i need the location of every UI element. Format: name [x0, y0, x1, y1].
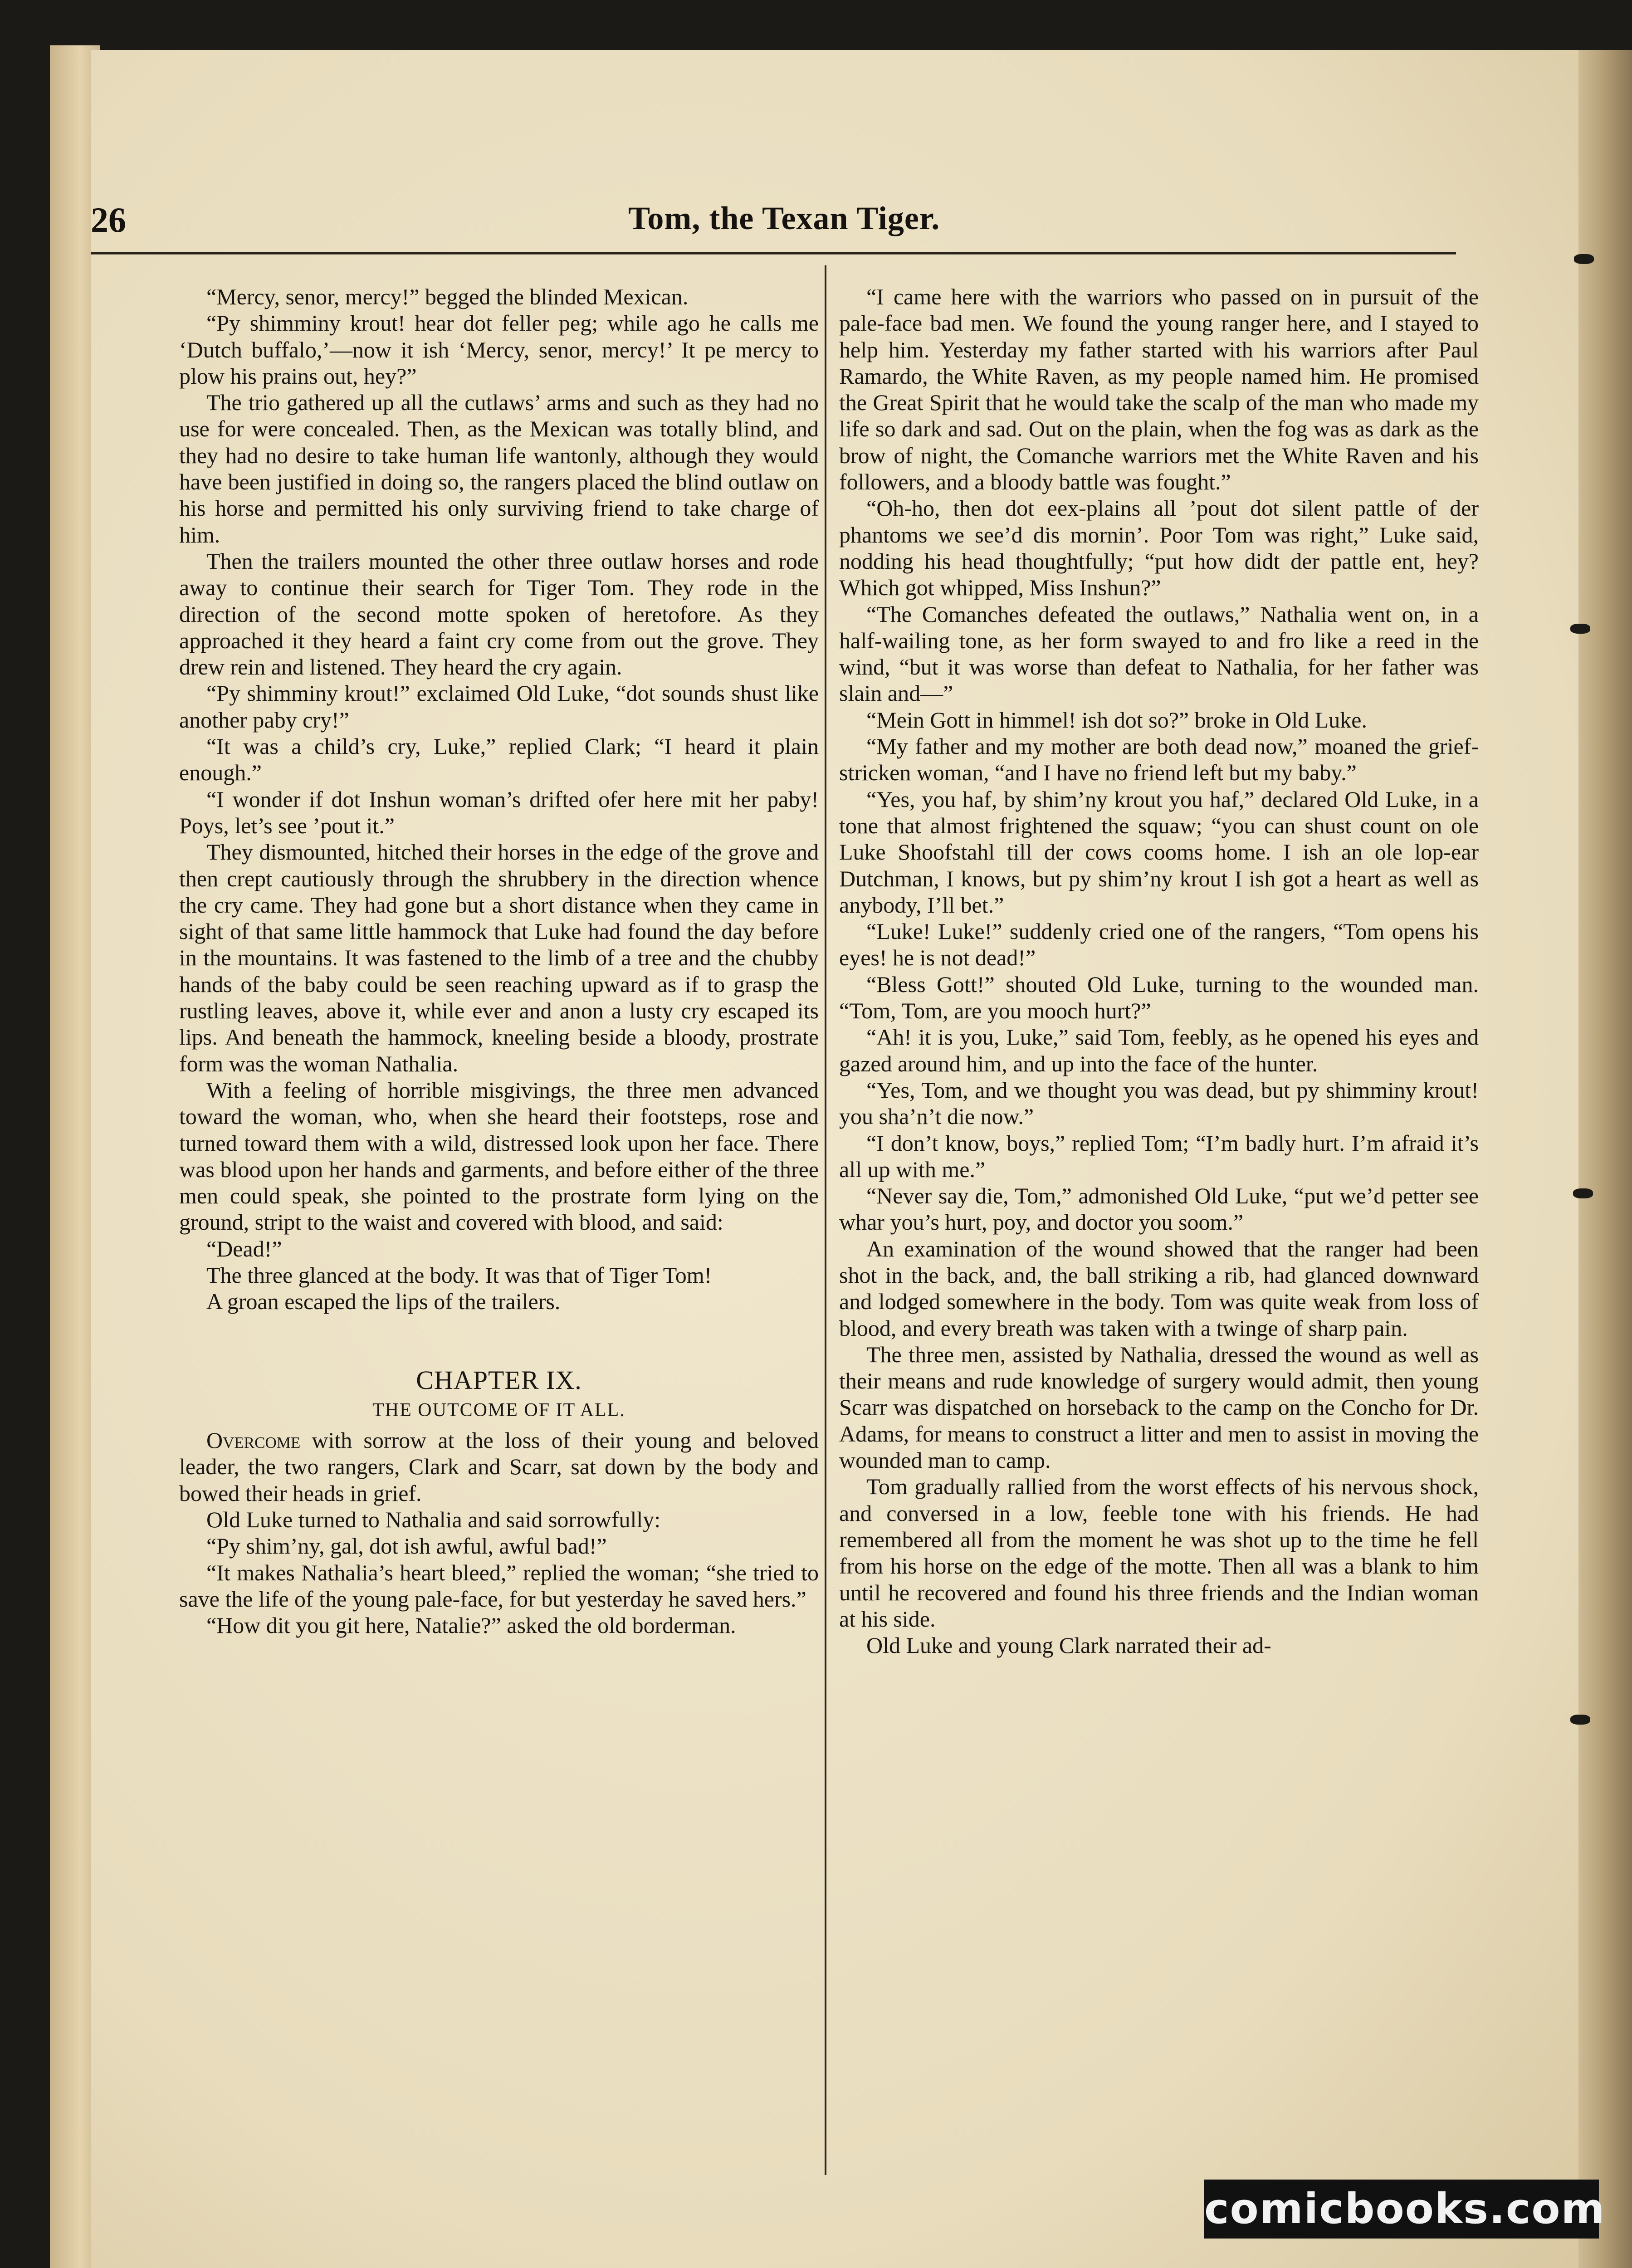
paragraph: The three men, assisted by Nathalia, dressed the wound as well as their means and rude knowledge of surgery would admit, then young Scarr was dispatched on horseback to the camp on the Concho for Dr. Adams, for means to construct a litter and men to assist in moving the wounded man to camp. [839, 1341, 1479, 1473]
paragraph: “My father and my mother are both dead now,” moaned the grief-stricken woman, “and I have no friend left but my baby.” [839, 733, 1479, 786]
opening-word: Overcome [206, 1427, 301, 1453]
chapter-opening-paragraph [179, 1427, 819, 1506]
left-column [179, 284, 819, 1639]
watermark: comicbooks.com [1204, 2180, 1599, 2239]
staple-hole [1573, 1188, 1593, 1198]
paragraph: “Py shim’ny, gal, dot ish awful, awful bad!” [206, 1533, 607, 1559]
paragraph: “It was a child’s cry, Luke,” replied Clark; “I heard it plain enough.” [179, 733, 819, 786]
paragraph: “Never say die, Tom,” admonished Old Luke, “put we’d petter see whar you’s hurt, poy, and doctor you soom.” [839, 1183, 1479, 1235]
paragraph: “Luke! Luke!” suddenly cried one of the rangers, “Tom opens his eyes! he is not dead!” [839, 919, 1479, 971]
page-number: 26 [91, 200, 126, 240]
staple-hole [1574, 254, 1594, 264]
staple-hole [1570, 624, 1590, 634]
paragraph: “Yes, Tom, and we thought you was dead, but py shimminy krout! you sha’n’t die now.” [839, 1077, 1479, 1129]
paragraph: “Py shimminy krout!” exclaimed Old Luke, “dot sounds shust like another paby cry!” [179, 680, 819, 733]
paragraph: “It makes Nathalia’s heart bleed,” replied the woman; “she tried to save the life of the young pale-face, for but yesterday he saved hers.” [179, 1559, 819, 1612]
paragraph: Old Luke turned to Nathalia and said sorrowfully: [206, 1507, 661, 1533]
paragraph: “Ah! it is you, Luke,” said Tom, feebly, as he opened his eyes and gazed around him, and up into the face of the hunter. [839, 1024, 1479, 1076]
paragraph: Old Luke and young Clark narrated their ad- [866, 1633, 1271, 1658]
paragraph: “Mercy, senor, mercy!” begged the blinded Mexican. [206, 284, 689, 309]
paragraph: “I came here with the warriors who passed on in pursuit of the pale-face bad men. We found the young ranger here, and I stayed to help him. Yesterday my father started with his warriors after Paul Ramardo, the White Raven, as my people named him. He promised the Great Spirit that he would take the scalp of the man who made my life so dark and sad. Out on the plain, when the fog was as dark as the brow of night, the Comanche warriors met the White Raven and his followers, and a bloody battle was fought.” [839, 284, 1479, 495]
page-title: Tom, the Texan Tiger. [628, 200, 940, 236]
chapter-heading: CHAPTER IX. [416, 1365, 582, 1395]
paragraph: Then the trailers mounted the other three outlaw horses and rode away to continue their search for Tiger Tom. They rode in the direction of the second motte spoken of heretofore. As they approached it they heard a faint cry come from out the grove. They drew rein and listened. They heard the cry again. [179, 548, 819, 680]
paragraph: “Bless Gott!” shouted Old Luke, turning to the wounded man. “Tom, Tom, are you mooch hurt?” [839, 971, 1479, 1024]
paragraph: They dismounted, hitched their horses in the edge of the grove and then crept cautiously through the shrubbery in the direction whence the cry came. They had gone but a short distance when they came in sight of that same little hammock that Luke had found the day before in the mountains. It was fastened to the limb of a tree and the chubby hands of the baby could be seen reaching upward as if to grasp the rustling leaves, above it, while ever and anon a lusty cry escaped its lips. And beneath the hammock, kneeling beside a bloody, prostrate form was the woman Nathalia. [179, 839, 819, 1076]
opening-text: with sorrow at the loss of their young and beloved leader, the two rangers, Clark and Scarr, sat down by the body and bowed their heads in grief. [179, 1427, 819, 1506]
page-edge [1578, 50, 1632, 2268]
paragraph: “Yes, you haf, by shim’ny krout you haf,” declared Old Luke, in a tone that almost frightened the squaw; “you can shust count on ole Luke Shoofstahl till der cows cooms home. I ish an ole lop-ear Dutchman, I knows, but py shim’ny krout I ish got a heart as well as anybody, I’ll bet.” [839, 786, 1479, 918]
paragraph: “I don’t know, boys,” replied Tom; “I’m badly hurt. I’m afraid it’s all up with me.” [839, 1130, 1479, 1182]
right-column [839, 284, 1479, 1658]
paragraph: “Oh-ho, then dot eex-plains all ’pout dot silent pattle of der phantoms we see’d dis mornin’. Poor Tom was right,” Luke said, nodding his head thoughtfully; “put how didt der pattle ent, hey? Which got whipped, Miss Inshun?” [839, 495, 1479, 601]
paragraph: An examination of the wound showed that the ranger had been shot in the back, and, the ball striking a rib, had glanced downward and lodged somewhere in the body. Tom was quite weak from loss of blood, and every breath was taken with a twinge of sharp pain. [839, 1236, 1479, 1341]
paragraph: A groan escaped the lips of the trailers. [206, 1289, 561, 1315]
column-rule [825, 265, 826, 2175]
paragraph: With a feeling of horrible misgivings, the three men advanced toward the woman, who, when she heard their footsteps, rose and turned toward them with a wild, distressed look upon her face. There was blood upon her hands and garments, and before either of the three men could speak, she pointed to the prostrate form lying on the ground, stript to the waist and covered with blood, and said: [179, 1077, 819, 1235]
paragraph: “How dit you git here, Natalie?” asked the old borderman. [206, 1613, 736, 1638]
paragraph: “Mein Gott in himmel! ish dot so?” broke in Old Luke. [866, 707, 1367, 733]
paragraph: Tom gradually rallied from the worst effects of his nervous shock, and conversed in a low, feeble tone with his friends. He had remembered all from the moment he was shot up to the time he fell from his horse on the edge of the motte. Then all was a blank to him until he recovered and found his three friends and the Indian woman at his side. [839, 1474, 1479, 1632]
paragraph: “Dead!” [206, 1236, 282, 1261]
paragraph: “I wonder if dot Inshun woman’s drifted ofer here mit her paby! Poys, let’s see ’pout it.” [179, 786, 819, 838]
paragraph: “The Comanches defeated the outlaws,” Nathalia went on, in a half-wailing tone, as her form swayed to and fro like a reed in the wind, “but it was worse than defeat to Nathalia, for her father was slain and—” [839, 601, 1479, 706]
chapter-subheading: THE OUTCOME OF IT ALL. [372, 1399, 625, 1421]
running-head [91, 200, 1429, 245]
paragraph: The three glanced at the body. It was that of Tiger Tom! [206, 1262, 712, 1288]
staple-hole [1570, 1715, 1590, 1725]
header-rule [91, 252, 1456, 254]
paragraph: The trio gathered up all the cutlaws’ arms and such as they had no use for were concealed. Then, as the Mexican was totally blind, and they had no desire to take human life wantonly, although they would have been justified in doing so, the rangers placed the blind outlaw on his horse and permitted his only surviving friend to take charge of him. [179, 390, 819, 547]
paragraph: “Py shimminy krout! hear dot feller peg; while ago he calls me ‘Dutch buffalo,’—now it ish ‘Mercy, senor, mercy!’ It pe mercy to plow his prains out, hey?” [179, 310, 819, 389]
